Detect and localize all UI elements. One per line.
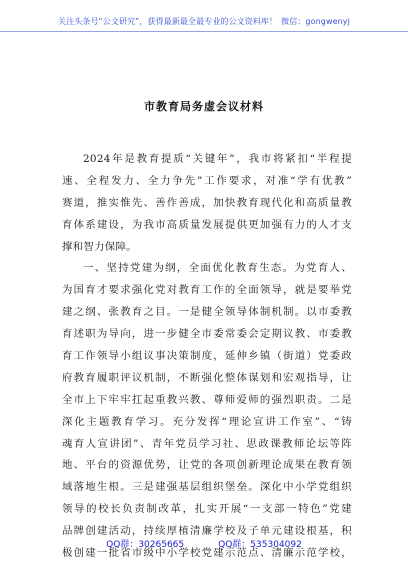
body-line: 赛道，推实惟先、善作善成，加快教育现代化和高质量教: [62, 196, 352, 209]
banner-wechat-text: 微信：gongwenyj: [281, 17, 350, 26]
body-line: 府教育履职评议机制，不断强化整体谋划和宏观指导，让: [62, 371, 352, 384]
body-line: 育述职为导向，进一步健全市委常委会定期议教、市委教: [62, 328, 352, 341]
footer-qq-group-1: QQ群：30265665: [106, 540, 185, 550]
footer: [0, 537, 408, 550]
body-line: 为国育才要求强化党对教育工作的全面领导，就是要举党: [62, 284, 352, 297]
body-line: 极创建一批省市级中小学校党建示范点、清廉示范学校，: [62, 547, 352, 560]
body-line: 2024年是教育提质“关键年”，我市将紧扣“半程提: [83, 153, 352, 165]
body-line: 魂育人宣讲团”、青年党员学习社、思政课教师论坛等阵: [62, 437, 352, 450]
header-rule: [0, 31, 408, 32]
body-line: 撑和智力保障。: [62, 240, 137, 253]
header-banner: [0, 16, 408, 27]
body-line: 品牌创建活动，持续厚植清廉学校及子单元建设根基，积: [62, 525, 352, 538]
body-line: 领导的校长负责制改革，扎实开展“一支部一特色”党建: [62, 503, 352, 516]
document-title: 市教育局务虚会议材料: [144, 100, 264, 113]
banner-promo-text: 关注头条号“公文研究”，获得最新最全最专业的公文资料库！: [58, 17, 278, 26]
body-line: 育体系建设，为我市高质量发展提供更加强有力的人才支: [62, 218, 352, 231]
body-line: 一、坚持党建为纲，全面优化教育生态。为党育人、: [83, 262, 352, 275]
body-line: 育工作领导小组议事决策制度，延伸乡镇（街道）党委政: [62, 350, 352, 363]
body-line: 地、平台的资源优势，让党的各项创新理论成果在教育领: [62, 459, 352, 472]
body-line: 建之纲、张教育之目。一是健全领导体制机制。以市委教: [62, 306, 352, 319]
body-line: 全市上下牢牢扛起重教兴教、尊师爱师的强烈职责。二是: [62, 393, 352, 406]
footer-qq-group-2: QQ群：535304092: [218, 540, 302, 550]
document-body: [62, 149, 352, 565]
body-line: 深化主题教育学习。充分发挥“理论宣讲工作室”、“铸: [62, 415, 352, 428]
body-line: 域落地生根。三是建强基层组织堡垒。深化中小学党组织: [62, 481, 352, 494]
body-line: 速、全程发力、全力争先”工作要求，对准“学有优教”: [62, 174, 352, 187]
